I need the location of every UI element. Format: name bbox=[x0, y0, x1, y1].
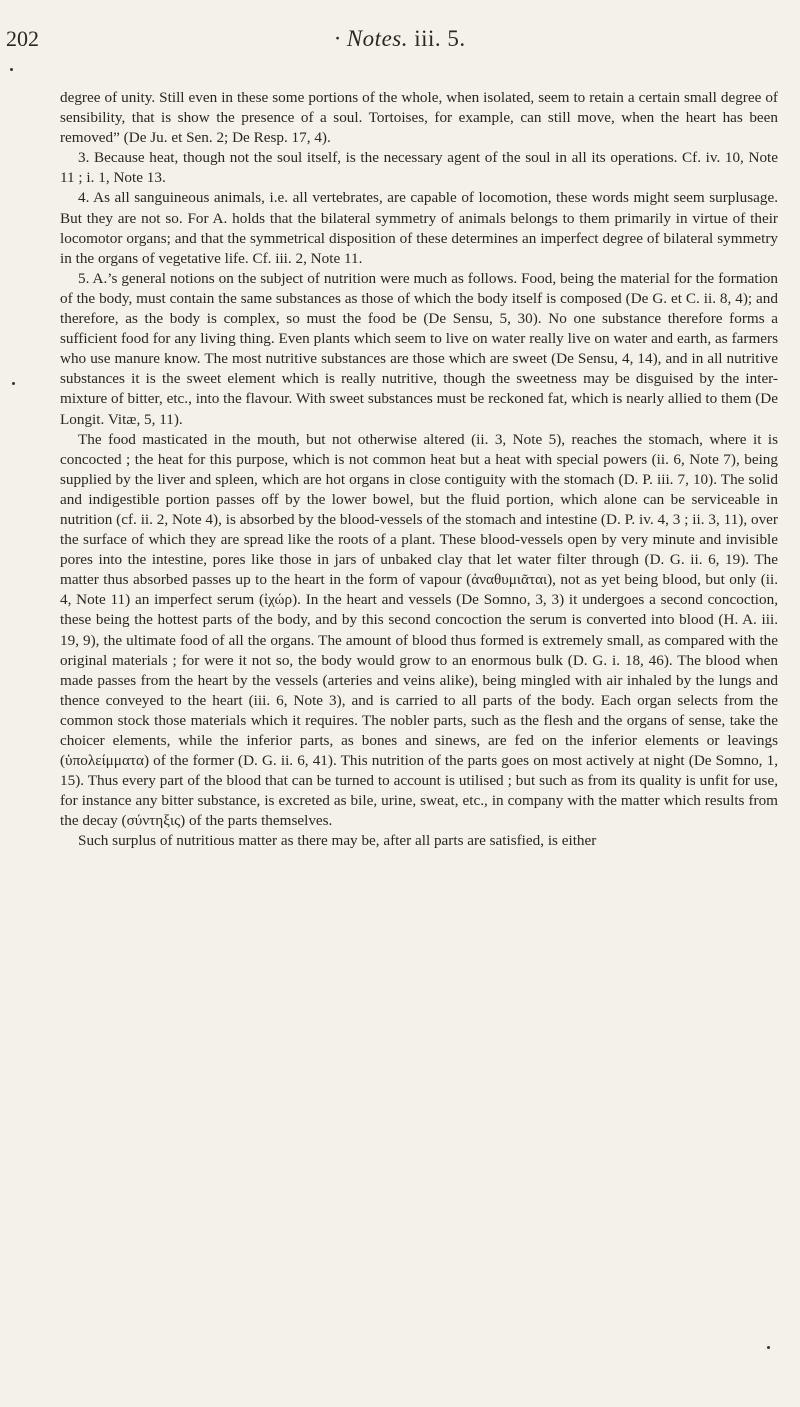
paragraph-continued: degree of unity. Still even in these some portions of the whole, when isolated, seem to retain a certain small degree of sensibility, that is show the presence of a soul. Tortoises, for example, can still move, when the heart has been removed” (De Ju. et Sen. 2; De Resp. 17, 4). bbox=[60, 89, 778, 147]
page-number: 202 bbox=[6, 26, 39, 51]
body-text bbox=[60, 88, 778, 852]
page-header bbox=[0, 26, 800, 62]
running-title-text: Notes. bbox=[346, 26, 408, 51]
surplus-paragraph: Such surplus of nutritious matter as there may be, after all parts are satisfied, is either bbox=[78, 832, 597, 850]
note-3-paragraph: 3. Because heat, though not the soul itself, is the necessary agent of the soul in all its operations. Cf. iv. 10, Note 11 ; i. 1, Note 13. bbox=[60, 149, 778, 187]
running-title-dot: · bbox=[334, 26, 341, 51]
note-4-paragraph: 4. As all sanguineous animals, i.e. all vertebrates, are capable of locomotion, these words might seem surplusage. But they are not so. For A. holds that the bilateral symmetry of animals belongs to them primarily in virtue of their locomotor organs; and that the symmetrical disposition of these determines an imperfect degree of bilateral symmetry in the organs of vegetative life. Cf. iii. 2, Note 11. bbox=[60, 189, 778, 267]
print-speck bbox=[767, 1346, 770, 1349]
print-speck bbox=[12, 382, 15, 385]
running-title bbox=[0, 26, 800, 52]
running-title-ref: iii. 5. bbox=[414, 26, 466, 51]
print-speck bbox=[10, 68, 13, 71]
digestion-paragraph: The food masticated in the mouth, but not otherwise altered (ii. 3, Note 5), reaches the stomach, where it is concocted ; the heat for this purpose, which is not common heat but a heat with special powers (ii. 6, Note 7), being supplied by the liver and spleen, which are hot organs in close contiguity with the stomach (D. P. iii. 7, 10). The solid and indigestible portion passes off by the lower bowel, but the fluid portion, which alone can be serviceable in nutrition (cf. ii. 2, Note 4), is absorbed by the blood-vessels of the stomach and intestine (D. P. iv. 4, 3 ; ii. 3, 11), over the surface of which they are spread like the roots of a plant. These blood-vessels open by very minute and invisible pores into the intestine, pores like those in jars of unbaked clay that let water filter through (D. G. ii. 6, 19). The matter thus absorbed passes up to the heart in the form of vapour (ἀναθυμιᾶται), not as yet being blood, but only (ii. 4, Note 11) an imperfect serum (ἰχώρ). In the heart and vessels (De Somno, 3, 3) it undergoes a second concoction, these being the hottest parts of the body, and by this second concoction the serum is converted into blood (H. A. iii. 19, 9), the ultimate food of all the organs. The amount of blood thus formed is extremely small, as compared with the original materials ; for were it not so, the body would grow to an enormous bulk (D. G. i. 18, 46). The blood when made passes from the heart by the vessels (arteries and veins alike), being mingled with air inhaled by the lungs and thence conveyed to the heart (iii. 6, Note 3), and is carried to all parts of the body. Each organ selects from the common stock those materials which it requires. The nobler parts, such as the flesh and the organs of sense, take the choicer elements, while the inferior parts, as bones and sinews, are fed on the inferior elements or leavings (ὑπολείμματα) of the former (D. G. ii. 6, 41). This nutrition of the parts goes on most actively at night (De Somno, 1, 15). Thus every part of the blood that can be turned to account is utilised ; but such as from its quality is unfit for use, for instance any bitter substance, is excreted as bile, urine, sweat, etc., in company with the matter which results from the decay (σύντηξις) of the parts themselves. bbox=[60, 430, 778, 830]
note-5-paragraph: 5. A.’s general notions on the subject of nutrition were much as follows. Food, being the material for the formation of the body, must contain the same substances as those of which the body itself is composed (De G. et C. ii. 8, 4); and therefore, as the body is complex, so must the food be (De Sensu, 5, 30). No one substance therefore forms a sufficient food for any living thing. Even plants which seem to live on water really live on water and earth, as farmers who use manure know. The most nutritive substances are those which are sweet (De Sensu, 4, 14), and in all nutritive substances it is the sweet element which is really nutritive, though the sweetness may be disguised by the inter-mixture of bitter, etc., into the flavour. With sweet substances must be reckoned fat, which is nearly allied to them (De Longit. Vitæ, 5, 11). bbox=[60, 269, 778, 428]
